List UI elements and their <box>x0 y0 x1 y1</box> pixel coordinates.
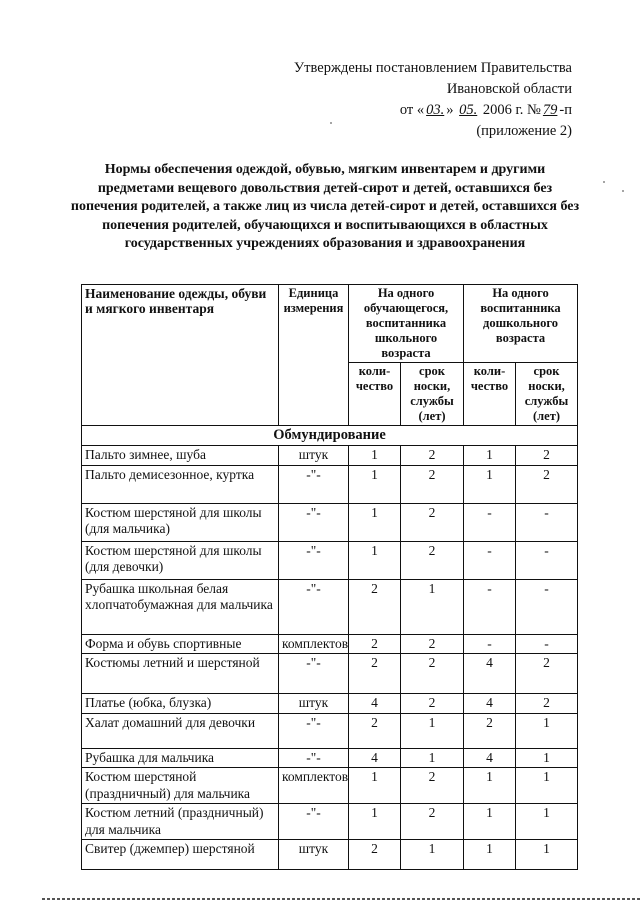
section-title: Обмундирование <box>82 426 578 446</box>
table-row <box>82 840 578 870</box>
school-quantity: 1 <box>349 541 401 579</box>
preschool-term: 1 <box>516 748 578 768</box>
table-row <box>82 503 578 541</box>
date-month: 05. <box>459 102 478 118</box>
item-name: Халат домашний для девочки <box>82 713 279 748</box>
item-unit: -"- <box>279 654 349 694</box>
preschool-quantity: - <box>464 503 516 541</box>
preschool-quantity: 4 <box>464 694 516 714</box>
school-term: 2 <box>401 634 464 654</box>
school-quantity: 4 <box>349 748 401 768</box>
school-quantity: 1 <box>349 804 401 840</box>
date-suffix: -п <box>559 102 572 118</box>
approval-line-1: Утверждены постановлением Правительства <box>293 60 572 76</box>
approval-date-line <box>240 100 572 121</box>
school-quantity: 2 <box>349 634 401 654</box>
date-year: 2006 г. № <box>482 102 541 118</box>
item-name: Форма и обувь спортивные <box>82 634 279 654</box>
school-term: 2 <box>401 541 464 579</box>
preschool-quantity: 2 <box>464 713 516 748</box>
school-quantity: 4 <box>349 694 401 714</box>
table-row <box>82 446 578 466</box>
school-term: 2 <box>401 446 464 466</box>
date-prefix: от « <box>399 102 425 118</box>
item-unit: комплектов <box>279 634 349 654</box>
date-mid: » <box>446 102 454 118</box>
approval-block <box>240 58 572 142</box>
scan-speck <box>622 190 624 192</box>
preschool-term: 1 <box>516 840 578 870</box>
item-unit: -"- <box>279 804 349 840</box>
item-unit: -"- <box>279 541 349 579</box>
school-term: 1 <box>401 713 464 748</box>
school-quantity: 1 <box>349 446 401 466</box>
item-unit: -"- <box>279 503 349 541</box>
header-preschool-term: срок носки, службы (лет) <box>516 363 578 426</box>
school-term: 1 <box>401 579 464 634</box>
document-title: Нормы обеспечения одеждой, обувью, мягким инвентарем и другими предметами вещевого довольствия детей-сирот и детей, оставшихся без попечения родителей, а также лиц из числа детей-сирот и детей, оставшихся без попечения родителей, обучающихся и воспитывающихся в областных государственных учреждениях образования и здравоохранения <box>70 162 580 252</box>
item-name: Рубашка школьная белая хлопчатобумажная для мальчика <box>82 579 279 634</box>
norms-table <box>81 284 578 870</box>
preschool-quantity: 1 <box>464 840 516 870</box>
preschool-term: 1 <box>516 768 578 804</box>
item-name: Костюм шерстяной для школы (для мальчика) <box>82 503 279 541</box>
header-unit: Единица измерения <box>279 285 349 426</box>
item-name: Платье (юбка, блузка) <box>82 694 279 714</box>
preschool-quantity: 1 <box>464 804 516 840</box>
item-unit: -"- <box>279 713 349 748</box>
preschool-quantity: - <box>464 579 516 634</box>
header-school: На одного обучающегося, воспитанника школьного возраста <box>349 285 464 363</box>
item-name: Костюм шерстяной для школы (для девочки) <box>82 541 279 579</box>
item-unit: штук <box>279 446 349 466</box>
header-school-qty: коли-чество <box>349 363 401 426</box>
preschool-quantity: - <box>464 634 516 654</box>
approval-line-2: Ивановской области <box>446 81 572 97</box>
table-row <box>82 541 578 579</box>
table-row <box>82 694 578 714</box>
school-quantity: 1 <box>349 465 401 503</box>
item-name: Костюм летний (праздничный) для мальчика <box>82 804 279 840</box>
item-name: Пальто демисезонное, куртка <box>82 465 279 503</box>
header-preschool-qty: коли-чество <box>464 363 516 426</box>
preschool-term: 1 <box>516 804 578 840</box>
school-term: 1 <box>401 748 464 768</box>
table-row <box>82 579 578 634</box>
item-name: Свитер (джемпер) шерстяной <box>82 840 279 870</box>
item-unit: -"- <box>279 465 349 503</box>
preschool-term: - <box>516 579 578 634</box>
item-unit: комплектов <box>279 768 349 804</box>
preschool-term: 2 <box>516 694 578 714</box>
preschool-term: - <box>516 503 578 541</box>
preschool-quantity: 1 <box>464 446 516 466</box>
preschool-term: 2 <box>516 465 578 503</box>
table-row <box>82 465 578 503</box>
item-unit: штук <box>279 840 349 870</box>
scan-speck <box>330 122 332 124</box>
school-quantity: 2 <box>349 840 401 870</box>
table-body <box>82 426 578 870</box>
header-preschool: На одного воспитанника дошкольного возраста <box>464 285 578 363</box>
school-quantity: 2 <box>349 713 401 748</box>
table-row <box>82 713 578 748</box>
school-term: 2 <box>401 654 464 694</box>
preschool-term: 1 <box>516 713 578 748</box>
school-term: 2 <box>401 465 464 503</box>
table-row <box>82 748 578 768</box>
table-row <box>82 768 578 804</box>
header-school-term: срок носки, службы (лет) <box>401 363 464 426</box>
school-term: 2 <box>401 503 464 541</box>
preschool-quantity: 4 <box>464 748 516 768</box>
item-unit: -"- <box>279 579 349 634</box>
preschool-term: 2 <box>516 654 578 694</box>
preschool-quantity: 1 <box>464 768 516 804</box>
item-unit: штук <box>279 694 349 714</box>
scan-edge-line <box>42 898 640 900</box>
school-quantity: 2 <box>349 654 401 694</box>
school-term: 1 <box>401 840 464 870</box>
school-quantity: 1 <box>349 503 401 541</box>
table-row <box>82 654 578 694</box>
item-unit: -"- <box>279 748 349 768</box>
item-name: Костюм шерстяной (праздничный) для мальчика <box>82 768 279 804</box>
school-term: 2 <box>401 804 464 840</box>
item-name: Рубашка для мальчика <box>82 748 279 768</box>
school-quantity: 1 <box>349 768 401 804</box>
preschool-term: - <box>516 634 578 654</box>
school-term: 2 <box>401 768 464 804</box>
date-day: 03. <box>426 102 445 118</box>
school-quantity: 2 <box>349 579 401 634</box>
preschool-term: - <box>516 541 578 579</box>
item-name: Пальто зимнее, шуба <box>82 446 279 466</box>
item-name: Костюмы летний и шерстяной <box>82 654 279 694</box>
preschool-quantity: - <box>464 541 516 579</box>
header-name: Наименование одежды, обуви и мягкого инвентаря <box>82 285 279 426</box>
scan-speck <box>603 181 605 183</box>
preschool-quantity: 1 <box>464 465 516 503</box>
table-row <box>82 634 578 654</box>
preschool-quantity: 4 <box>464 654 516 694</box>
preschool-term: 2 <box>516 446 578 466</box>
table-row <box>82 804 578 840</box>
approval-line-4: (приложение 2) <box>476 123 572 139</box>
school-term: 2 <box>401 694 464 714</box>
section-row <box>82 426 578 446</box>
date-number: 79 <box>542 102 558 118</box>
